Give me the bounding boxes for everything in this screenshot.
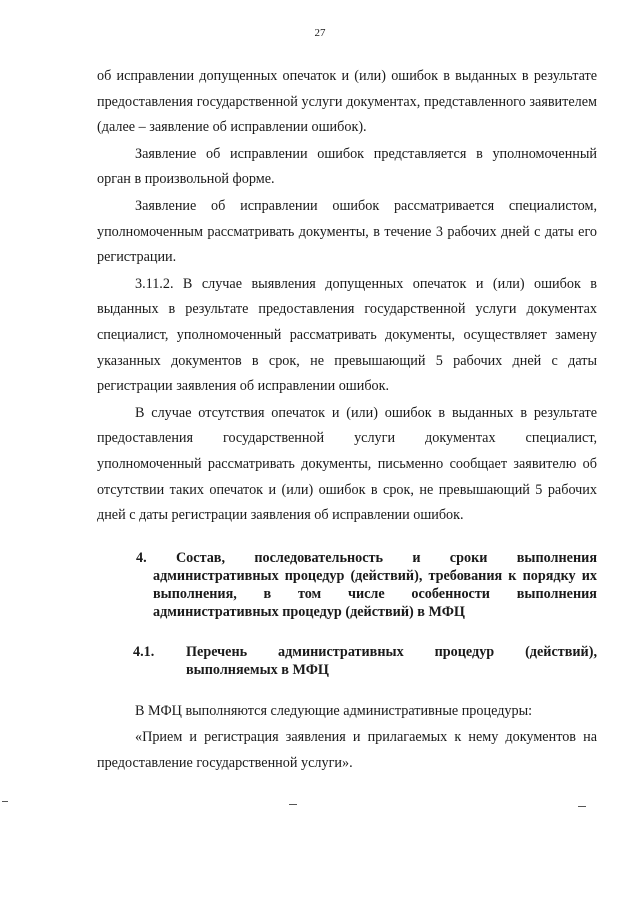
paragraph-3-11-2: 3.11.2. В случае выявления допущенных опечаток и (или) ошибок в выданных в результате предоставления государственной услуги документах специалист, уполномоченный рассматривать документы, осуществляет замену указанных документов в срок, не превышающий 5 рабочих дней с даты регистрации заявления об исправлении ошибок. [97,275,597,395]
page-number: 27 [314,27,326,39]
paragraph-no-errors: В случае отсутствия опечаток и (или) ошибок в выданных в результате предоставления государственной услуги документах специалист, уполномоченный рассматривать документы, письменно сообщает заявителю об отсутствии таких опечаток и (или) ошибок в срок, не превышающий 5 рабочих дней с даты регистрации заявления об исправлении ошибок. [97,404,597,524]
scan-mark [2,801,8,802]
section-4-1-number: 4.1. [133,643,155,660]
scan-mark [578,806,586,807]
section-4-1-heading [97,643,597,679]
paragraph-procedure-item: «Прием и регистрация заявления и прилагаемых к нему документов на предоставление государственной услуги». [97,729,597,771]
document-body [97,64,597,777]
paragraph-mfc-procedures: В МФЦ выполняются следующие административные процедуры: [135,702,533,719]
paragraph-continuation: об исправлении допущенных опечаток и (или) ошибок в выданных в результате предоставления государственной услуги документах, представленного заявителем (далее – заявление об исправлении ошибок). [97,68,597,136]
paragraph-submission-form: Заявление об исправлении ошибок представляется в уполномоченный орган в произвольной форме. [97,145,597,188]
section-4-heading: 4. Состав, последовательность и сроки выполнения административных процедур (действий), требования к порядку их выполнения, в том числе особенности выполнения административных процедур (действий) в МФЦ [136,549,597,620]
section-4-1-title: Перечень административных процедур (действий), выполняемых в МФЦ [186,643,597,678]
scan-mark [289,804,297,805]
paragraph-review-term: Заявление об исправлении ошибок рассматривается специалистом, уполномоченным рассматривать документы, в течение 3 рабочих дней с даты его регистрации. [97,197,597,266]
